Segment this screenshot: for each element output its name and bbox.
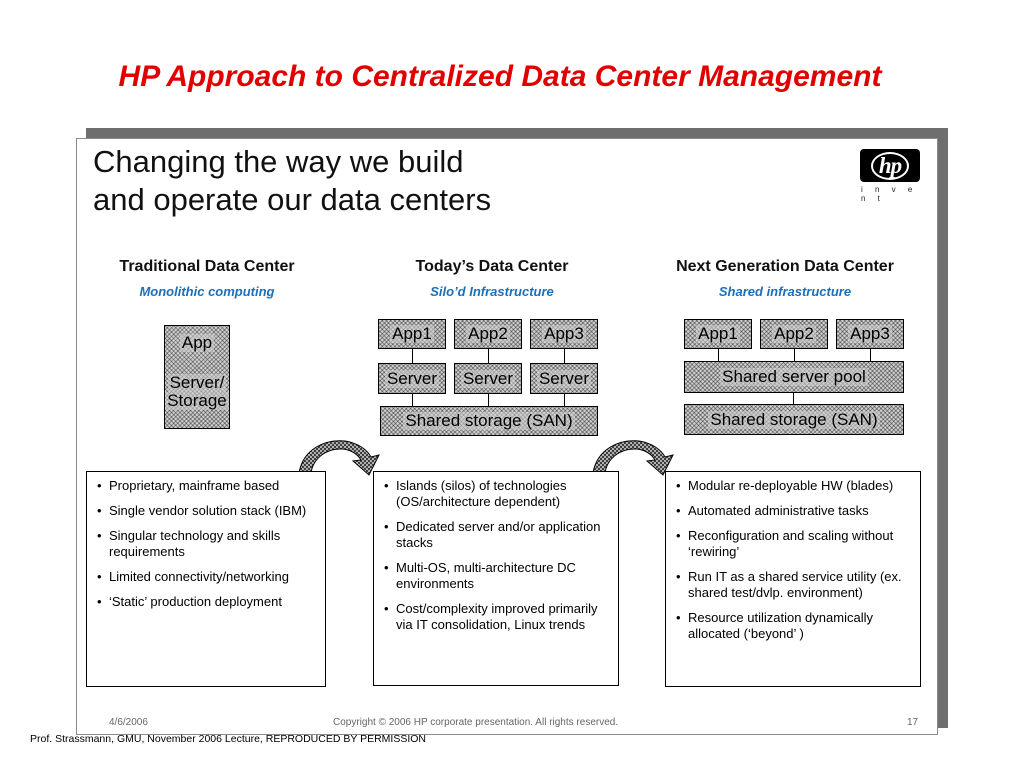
today-app3-block — [530, 319, 598, 349]
column-subtitle-traditional: Monolithic computing — [139, 284, 275, 299]
panel-heading-line-1: Changing the way we build — [93, 144, 464, 179]
column-title-today: Today’s Data Center — [415, 258, 569, 275]
connector-line — [488, 394, 489, 406]
today-app2-label: App2 — [468, 324, 508, 343]
list-item: • Limited connectivity/networking — [109, 569, 319, 585]
panel-footer-copyright: Copyright © 2006 HP corporate presentation. All rights reserved. — [333, 717, 619, 728]
traditional-app-label: App — [181, 333, 213, 352]
list-item: • ‘Static’ production deployment — [109, 594, 319, 610]
today-app1-label: App1 — [392, 324, 432, 343]
column-title-traditional: Traditional Data Center — [119, 258, 295, 275]
panel-heading — [93, 143, 653, 219]
traditional-bullet-list — [95, 478, 319, 610]
today-storage-label: Shared storage (SAN) — [405, 411, 573, 430]
today-server3-block — [530, 363, 598, 394]
today-app3-label: App3 — [544, 324, 584, 343]
traditional-server-label: Server/ — [169, 373, 225, 392]
embedded-slide-panel — [76, 138, 938, 735]
today-storage-block — [380, 406, 598, 436]
next-gen-storage-label: Shared storage (SAN) — [710, 409, 878, 429]
column-subtitle-next-gen: Shared infrastructure — [718, 284, 852, 299]
column-title-next-gen: Next Generation Data Center — [676, 258, 894, 275]
next-gen-server-pool-label: Shared server pool — [722, 367, 866, 386]
today-app2-block — [454, 319, 522, 349]
list-item: • Dedicated server and/or application stacks — [396, 519, 612, 551]
hp-logo-tagline: i n v e n t — [861, 185, 918, 203]
next-gen-storage-block — [684, 404, 904, 435]
hp-logo-icon — [860, 149, 920, 182]
next-gen-app1-block — [684, 319, 752, 349]
today-server2-label: Server — [462, 368, 514, 388]
list-item: • Run IT as a shared service utility (ex. shared test/dvlp. environment) — [688, 569, 914, 601]
hp-logo-mark: hp — [871, 152, 909, 180]
list-item: • Islands (silos) of technologies (OS/architecture dependent) — [396, 478, 612, 510]
list-item: • Proprietary, mainframe based — [109, 478, 319, 494]
connector-line — [412, 394, 413, 406]
connector-line — [412, 349, 413, 363]
list-item: • Reconfiguration and scaling without ‘rewiring’ — [688, 528, 914, 560]
today-server3-label: Server — [538, 368, 590, 388]
next-gen-app3-block — [836, 319, 904, 349]
connector-line — [870, 349, 871, 361]
connector-line — [793, 393, 794, 404]
next-gen-app2-block — [760, 319, 828, 349]
slide-title: HP Approach to Centralized Data Center Management — [118, 60, 882, 93]
today-server1-block — [378, 363, 446, 394]
list-item: • Automated administrative tasks — [688, 503, 914, 519]
list-item: • Cost/complexity improved primarily via IT consolidation, Linux trends — [396, 601, 612, 633]
traditional-bullets-box — [86, 471, 326, 687]
next-gen-app3-label: App3 — [850, 324, 890, 343]
column-subtitle-today: Silo’d Infrastructure — [430, 284, 554, 299]
slide-credit: Prof. Strassmann, GMU, November 2006 Lecture, REPRODUCED BY PERMISSION — [30, 733, 427, 745]
today-bullet-list — [382, 478, 612, 633]
connector-line — [794, 349, 795, 361]
today-server1-label: Server — [386, 368, 438, 388]
next-gen-bullets-box — [665, 471, 921, 687]
next-gen-server-pool-block — [684, 361, 904, 393]
today-server2-block — [454, 363, 522, 394]
connector-line — [564, 349, 565, 363]
connector-line — [564, 394, 565, 406]
list-item: • Resource utilization dynamically allocated (‘beyond’ ) — [688, 610, 914, 642]
panel-footer-page-number: 17 — [907, 717, 919, 728]
next-gen-app1-label: App1 — [698, 324, 738, 343]
connector-line — [718, 349, 719, 361]
traditional-stack-block — [164, 325, 230, 429]
list-item: • Modular re-deployable HW (blades) — [688, 478, 914, 494]
connector-line — [488, 349, 489, 363]
panel-footer-date: 4/6/2006 — [109, 717, 148, 728]
next-gen-app2-label: App2 — [774, 324, 814, 343]
list-item: • Single vendor solution stack (IBM) — [109, 503, 319, 519]
list-item: • Singular technology and skills requirements — [109, 528, 319, 560]
today-app1-block — [378, 319, 446, 349]
today-bullets-box — [373, 471, 619, 686]
next-gen-bullet-list — [674, 478, 914, 642]
list-item: • Multi-OS, multi-architecture DC environments — [396, 560, 612, 592]
hp-logo — [857, 147, 925, 203]
traditional-storage-label: Storage — [167, 391, 227, 410]
panel-heading-line-2: and operate our data centers — [93, 182, 492, 217]
